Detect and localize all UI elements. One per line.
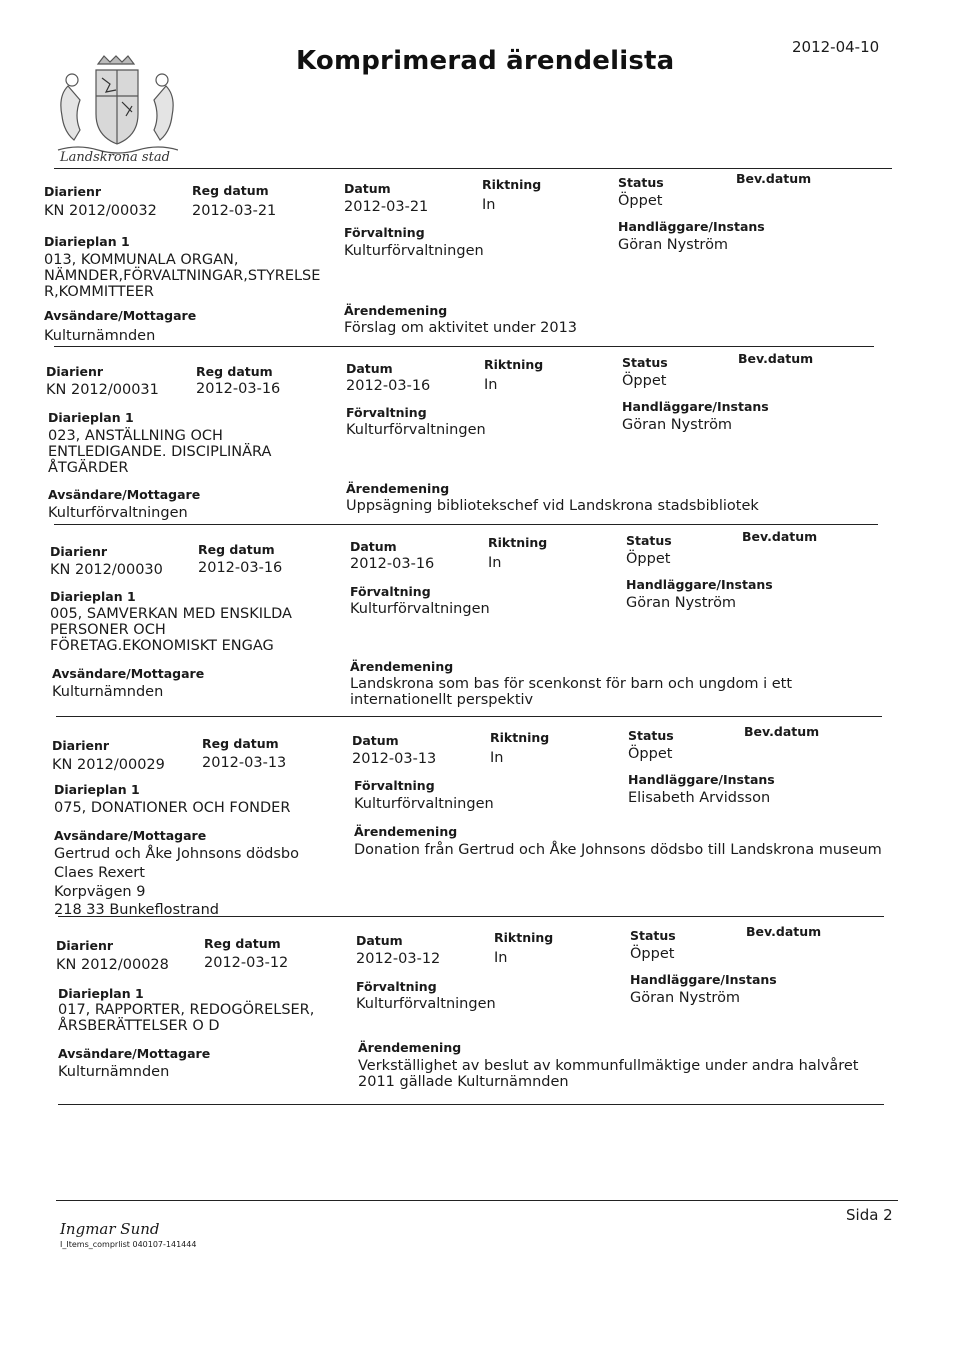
- diarienr-label: Diarienr: [56, 938, 114, 953]
- riktning-label: Riktning: [494, 930, 554, 945]
- diarienr-value: KN 2012/00029: [52, 757, 165, 773]
- diarienr-value: KN 2012/00032: [44, 203, 157, 219]
- arendemening-label: Ärendemening: [350, 659, 454, 674]
- reg-datum-value: 2012-03-13: [202, 755, 287, 771]
- bev-datum-label: Bev.datum: [742, 529, 818, 544]
- bev-datum-label: Bev.datum: [738, 351, 814, 366]
- riktning-label: Riktning: [490, 730, 550, 745]
- status-value: Öppet: [630, 946, 675, 962]
- datum-value: 2012-03-16: [350, 556, 435, 572]
- diarienr-label: Diarienr: [52, 738, 110, 753]
- diarienr-label: Diarienr: [50, 544, 108, 559]
- diarieplan-label: Diarieplan 1: [44, 234, 130, 249]
- avsandare-label: Avsändare/Mottagare: [44, 308, 197, 323]
- riktning-label: Riktning: [488, 535, 548, 550]
- handlaggare-value: Göran Nyström: [630, 990, 741, 1006]
- arendemening-value: Uppsägning bibliotekschef vid Landskrona stadsbibliotek: [346, 498, 759, 514]
- reg-datum-value: 2012-03-12: [204, 955, 289, 971]
- forvaltning-value: Kulturförvaltningen: [354, 796, 494, 812]
- handlaggare-value: Göran Nyström: [622, 417, 733, 433]
- status-label: Status: [622, 355, 668, 370]
- bev-datum-label: Bev.datum: [736, 171, 812, 186]
- forvaltning-label: Förvaltning: [344, 225, 425, 240]
- footer-divider: [56, 1200, 898, 1201]
- footer-author: Ingmar Sund: [60, 1220, 160, 1238]
- avsandare-label: Avsändare/Mottagare: [52, 666, 205, 681]
- datum-label: Datum: [350, 539, 397, 554]
- diarieplan-value: 017, RAPPORTER, REDOGÖRELSER, ÅRSBERÄTTELSER O D: [58, 1002, 315, 1034]
- status-label: Status: [626, 533, 672, 548]
- diarienr-label: Diarienr: [46, 364, 104, 379]
- avsandare-line: Gertrud och Åke Johnsons dödsbo: [54, 846, 299, 862]
- avsandare-line: 218 33 Bunkeflostrand: [54, 902, 219, 918]
- forvaltning-value: Kulturförvaltningen: [356, 996, 496, 1012]
- diarienr-value: KN 2012/00028: [56, 957, 169, 973]
- logo-caption: Landskrona stad: [60, 150, 170, 165]
- handlaggare-label: Handläggare/Instans: [630, 972, 777, 987]
- handlaggare-label: Handläggare/Instans: [618, 219, 765, 234]
- datum-label: Datum: [346, 361, 393, 376]
- reg-datum-value: 2012-03-16: [196, 381, 281, 397]
- handlaggare-value: Göran Nyström: [618, 237, 729, 253]
- avsandare-line: Korpvägen 9: [54, 884, 146, 900]
- arendemening-label: Ärendemening: [358, 1040, 462, 1055]
- datum-label: Datum: [352, 733, 399, 748]
- avsandare-label: Avsändare/Mottagare: [54, 828, 207, 843]
- forvaltning-label: Förvaltning: [346, 405, 427, 420]
- forvaltning-label: Förvaltning: [350, 584, 431, 599]
- handlaggare-value: Elisabeth Arvidsson: [628, 790, 771, 806]
- diarienr-value: KN 2012/00031: [46, 382, 159, 398]
- status-value: Öppet: [618, 193, 663, 209]
- diarieplan-label: Diarieplan 1: [50, 589, 136, 604]
- avsandare-value: Kulturförvaltningen: [48, 505, 188, 521]
- arendemening-value: Förslag om aktivitet under 2013: [344, 320, 578, 336]
- arendemening-value: Donation från Gertrud och Åke Johnsons dödsbo till Landskrona museum: [354, 842, 882, 858]
- datum-label: Datum: [344, 181, 391, 196]
- arendemening-label: Ärendemening: [346, 481, 450, 496]
- reg-datum-value: 2012-03-16: [198, 560, 283, 576]
- datum-value: 2012-03-13: [352, 751, 437, 767]
- diarieplan-value: 023, ANSTÄLLNING OCH ENTLEDIGANDE. DISCIPLINÄRA ÅTGÄRDER: [48, 428, 272, 476]
- handlaggare-label: Handläggare/Instans: [622, 399, 769, 414]
- bev-datum-label: Bev.datum: [744, 724, 820, 739]
- case-divider: [54, 346, 874, 347]
- case-divider: [56, 716, 882, 717]
- diarieplan-label: Diarieplan 1: [54, 782, 140, 797]
- reg-datum-label: Reg datum: [202, 736, 279, 751]
- case-divider: [58, 1104, 884, 1105]
- avsandare-label: Avsändare/Mottagare: [48, 487, 201, 502]
- datum-value: 2012-03-16: [346, 378, 431, 394]
- reg-datum-label: Reg datum: [196, 364, 273, 379]
- case-divider: [58, 916, 884, 917]
- arendemening-label: Ärendemening: [344, 303, 448, 318]
- document-date: 2012-04-10: [792, 38, 880, 56]
- forvaltning-value: Kulturförvaltningen: [344, 243, 484, 259]
- status-value: Öppet: [626, 551, 671, 567]
- status-value: Öppet: [622, 373, 667, 389]
- datum-value: 2012-03-12: [356, 951, 441, 967]
- handlaggare-label: Handläggare/Instans: [628, 772, 775, 787]
- document-title: Komprimerad ärendelista: [296, 46, 675, 76]
- riktning-value: In: [488, 555, 502, 571]
- forvaltning-label: Förvaltning: [354, 778, 435, 793]
- forvaltning-value: Kulturförvaltningen: [346, 422, 486, 438]
- diarieplan-value: 013, KOMMUNALA ORGAN, NÄMNDER,FÖRVALTNINGAR,STYRELSE R,KOMMITTEER: [44, 252, 321, 300]
- riktning-label: Riktning: [484, 357, 544, 372]
- riktning-value: In: [490, 750, 504, 766]
- avsandare-label: Avsändare/Mottagare: [58, 1046, 211, 1061]
- diarienr-label: Diarienr: [44, 184, 102, 199]
- arendemening-value: Landskrona som bas för scenkonst för barn och ungdom i ett internationellt perspektiv: [350, 676, 793, 708]
- riktning-value: In: [484, 377, 498, 393]
- riktning-label: Riktning: [482, 177, 542, 192]
- reg-datum-label: Reg datum: [192, 183, 269, 198]
- status-label: Status: [630, 928, 676, 943]
- diarienr-value: KN 2012/00030: [50, 562, 163, 578]
- riktning-value: In: [482, 197, 496, 213]
- case-record: [0, 171, 960, 374]
- riktning-value: In: [494, 950, 508, 966]
- case-record: [0, 724, 960, 924]
- diarieplan-value: 075, DONATIONER OCH FONDER: [54, 800, 291, 816]
- status-label: Status: [618, 175, 664, 190]
- header-divider: [54, 168, 892, 169]
- bev-datum-label: Bev.datum: [746, 924, 822, 939]
- forvaltning-label: Förvaltning: [356, 979, 437, 994]
- case-record: [0, 529, 960, 732]
- diarieplan-value: 005, SAMVERKAN MED ENSKILDA PERSONER OCH FÖRETAG.EKONOMISKT ENGAG: [50, 606, 292, 654]
- case-record: [0, 924, 960, 1124]
- reg-datum-label: Reg datum: [204, 936, 281, 951]
- diarieplan-label: Diarieplan 1: [48, 410, 134, 425]
- datum-value: 2012-03-21: [344, 199, 429, 215]
- avsandare-line: Claes Rexert: [54, 865, 145, 881]
- datum-label: Datum: [356, 933, 403, 948]
- handlaggare-label: Handläggare/Instans: [626, 577, 773, 592]
- status-value: Öppet: [628, 746, 673, 762]
- page-number: Sida 2: [846, 1206, 893, 1224]
- forvaltning-value: Kulturförvaltningen: [350, 601, 490, 617]
- footer-file-id: I_Items_comprlist 040107-141444: [60, 1240, 197, 1249]
- handlaggare-value: Göran Nyström: [626, 595, 737, 611]
- avsandare-value: Kulturnämnden: [58, 1064, 170, 1080]
- avsandare-value: Kulturnämnden: [44, 328, 156, 344]
- diarieplan-label: Diarieplan 1: [58, 986, 144, 1001]
- status-label: Status: [628, 728, 674, 743]
- case-divider: [54, 524, 878, 525]
- reg-datum-label: Reg datum: [198, 542, 275, 557]
- arendemening-label: Ärendemening: [354, 824, 458, 839]
- arendemening-value: Verkställighet av beslut av kommunfullmäktige under andra halvåret 2011 gällade Kulturnämnden: [358, 1058, 859, 1090]
- reg-datum-value: 2012-03-21: [192, 203, 277, 219]
- avsandare-value: Kulturnämnden: [52, 684, 164, 700]
